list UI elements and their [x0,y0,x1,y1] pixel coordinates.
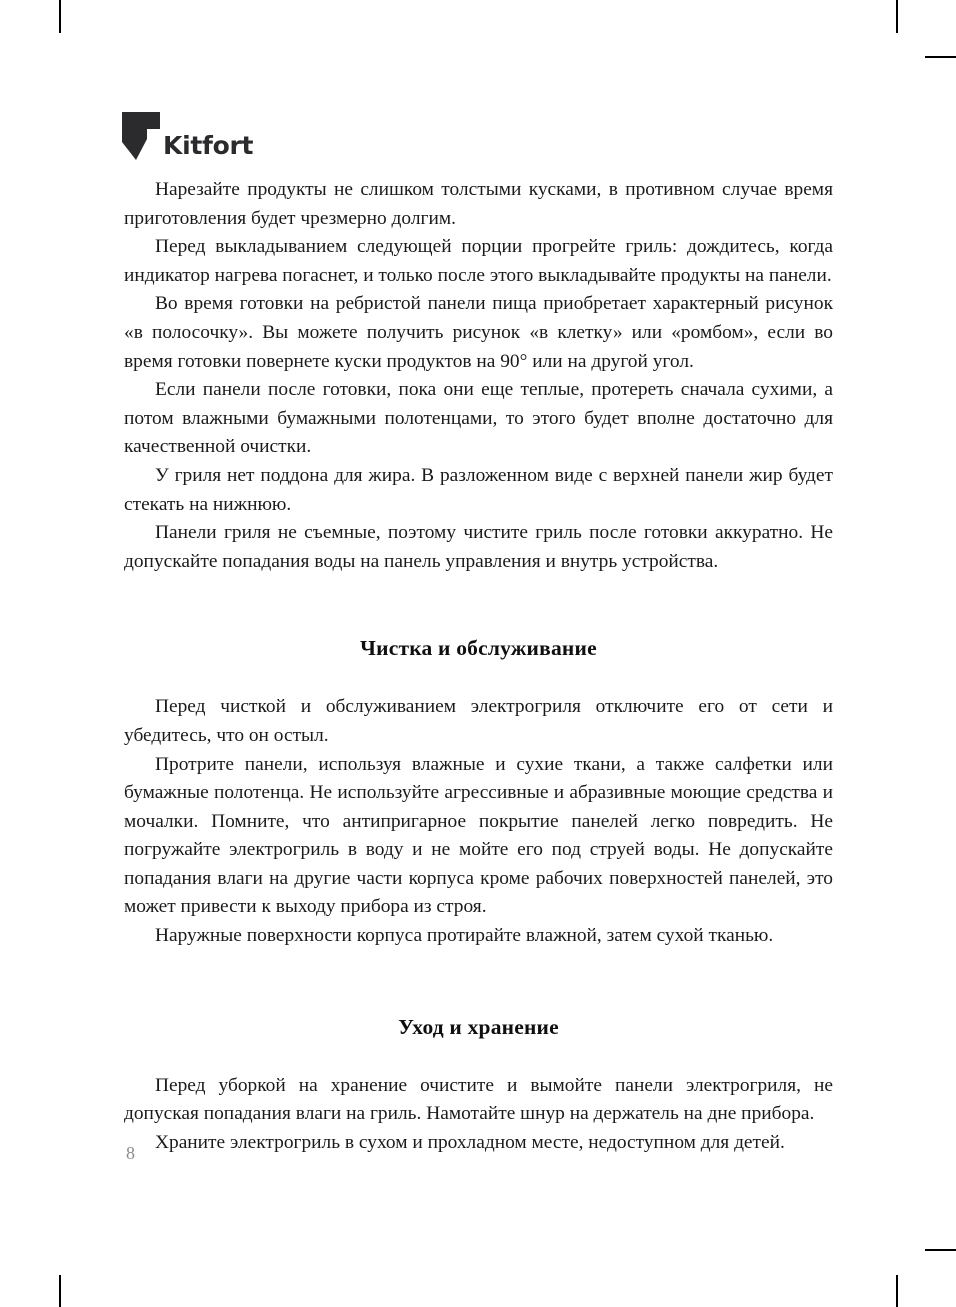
paragraph: Если панели после готовки, пока они еще теплые, протереть сначала сухими, а потом влажными бумажными полотенцами, то этого будет вполне достаточно для качественной очистки. [124,379,833,458]
paragraph: Наружные поверхности корпуса протирайте влажной, затем сухой тканью. [155,925,774,947]
spacer [124,576,833,636]
paragraph: Протрите панели, используя влажные и сухие ткани, а также салфетки или бумажные полотенца. Не используйте агрессивные и абразивные моющие средства и мочалки. Помните, что антипригарное покрытие панелей легко повредить. Не погружайте электрогриль в воду и не мойте его под струей воды. Не допускайте попадания влаги на другие части корпуса кроме рабочих поверхностей панелей, это может привести к выходу прибора из строя. [124,753,833,918]
kitfort-flag-mark-icon [122,112,160,160]
paragraph: Панели гриля не съемные, поэтому чистите гриль после готовки аккуратно. Не допускайте попадания воды на панель управления и внутрь устройства. [124,522,833,572]
brand-logo [122,108,253,160]
paragraph: У гриля нет поддона для жира. В разложенном виде с верхней панели жир будет стекать на нижнюю. [124,464,833,515]
section-heading-storage: Уход и хранение [398,1014,559,1039]
paragraph: Перед уборкой на хранение очистите и вымойте панели электрогриля, не допуская попадания влаги на гриль. Намотайте шнур на держатель на дне прибора. [124,1074,833,1125]
paragraph: Нарезайте продукты не слишком толстыми кусками, в противном случае время приготовления будет чрезмерно долгим. [124,179,833,229]
spacer [124,951,833,1015]
paragraph: Перед чисткой и обслуживанием электрогриля отключите его от сети и убедитесь, что он остыл. [124,696,833,746]
section-heading-cleaning: Чистка и обслуживание [360,636,597,661]
spacer [124,1040,833,1072]
paragraph: Во время готовки на ребристой панели пища приобретает характерный рисунок «в полосочку». Вы можете получить рисунок «в клетку» или «ромбом», если во время готовки повернете куски продуктов на 90° или на другой угол. [124,293,833,372]
spacer [124,661,833,693]
paragraph: Перед выкладыванием следующей порции прогрейте гриль: дождитесь, когда индикатор нагрева погаснет, и только после этого выкладывайте продукты на панели. [124,236,833,286]
paragraph: Храните электрогриль в сухом и прохладном месте, недоступном для детей. [155,1131,785,1153]
page-body [124,176,833,1157]
brand-wordmark: Kitfort [163,131,254,160]
page-number: 8 [126,1143,135,1163]
